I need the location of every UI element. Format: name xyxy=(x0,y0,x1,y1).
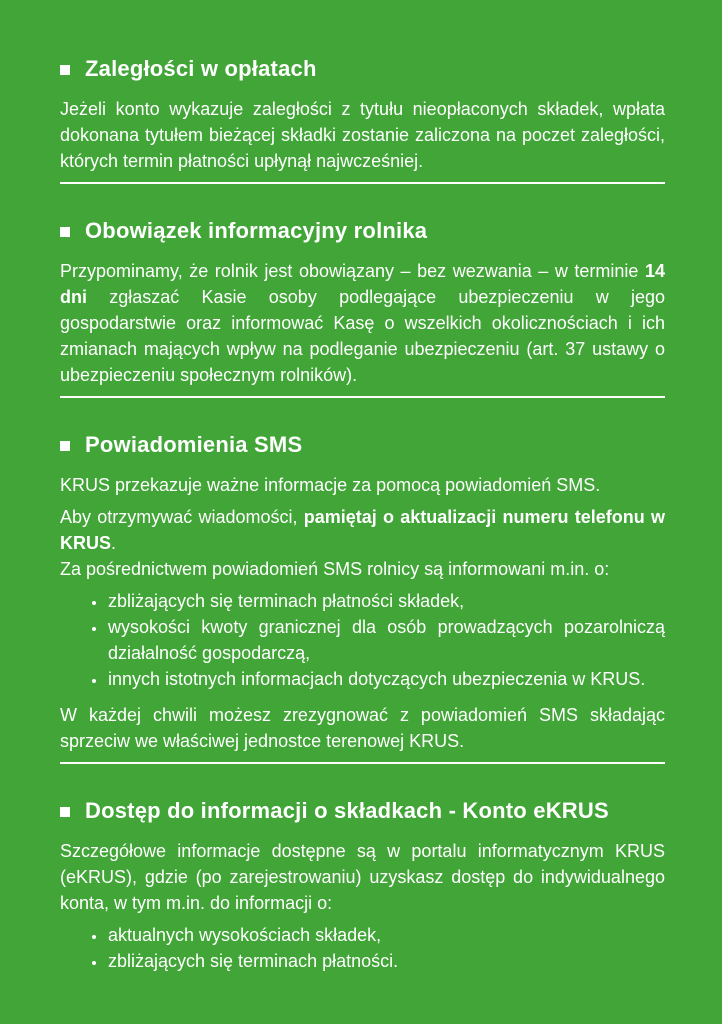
section-heading-label: Dostęp do informacji o składkach - Konto eKRUS xyxy=(85,798,609,823)
section-heading xyxy=(60,218,665,244)
section-heading-label: Zaległości w opłatach xyxy=(85,56,317,81)
list-item: • aktualnych wysokościach składek, xyxy=(107,922,665,948)
paragraph-run: Przypominamy, że rolnik jest obowiązany – bez wezwania – w terminie xyxy=(60,261,645,281)
square-bullet-icon xyxy=(60,441,70,451)
section-heading-label: Obowiązek informacyjny rolnika xyxy=(85,218,428,243)
section-paragraph: Za pośrednictwem powiadomień SMS rolnicy są informowani m.in. o: xyxy=(60,559,610,579)
section-konto-ekrus xyxy=(60,798,665,974)
list-item: • zbliżających się terminach płatności składek, xyxy=(107,588,665,614)
section-paragraph: KRUS przekazuje ważne informacje za pomocą powiadomień SMS. xyxy=(60,475,601,495)
section-paragraph xyxy=(60,258,665,388)
square-bullet-icon xyxy=(60,65,70,75)
section-paragraph xyxy=(60,504,665,556)
section-divider xyxy=(60,762,665,764)
bullet-list xyxy=(60,922,665,974)
paragraph-run-bold: pamiętaj o aktualizacji numeru telefonu w KRUS xyxy=(60,507,665,553)
section-heading-label: Powiadomienia SMS xyxy=(85,432,303,457)
list-item: • innych istotnych informacjach dotyczących ubezpieczenia w KRUS. xyxy=(107,666,665,692)
section-divider xyxy=(60,182,665,184)
section-paragraph: Szczegółowe informacje dostępne są w portalu informatycznym KRUS (eKRUS), gdzie (po zarejestrowaniu) uzyskasz dostęp do indywidualnego konta, w tym m.in. do informacji o: xyxy=(60,841,665,913)
section-paragraph: W każdej chwili możesz zrezygnować z powiadomień SMS składając sprzeciw we właściwej jednostce terenowej KRUS. xyxy=(60,705,665,751)
list-item: • wysokości kwoty granicznej dla osób prowadzących pozarolniczą działalność gospodarczą, xyxy=(107,614,665,666)
section-zaleglosci-w-oplatach xyxy=(60,56,665,184)
square-bullet-icon xyxy=(60,807,70,817)
section-heading xyxy=(60,798,665,824)
section-divider xyxy=(60,396,665,398)
section-paragraph: Jeżeli konto wykazuje zaległości z tytułu nieopłaconych składek, wpłata dokonana tytułem bieżącej składki zostanie zaliczona na poczet zaległości, których termin płatności upłynął najwcześniej. xyxy=(60,99,665,171)
paragraph-run-bold: 14 dni xyxy=(60,261,665,307)
square-bullet-icon xyxy=(60,227,70,237)
section-heading xyxy=(60,432,665,458)
paragraph-run: zgłaszać Kasie osoby podlegające ubezpieczeniu w jego gospodarstwie oraz informować Kasę o wszelkich okolicznościach i ich zmianach mających wpływ na podleganie ubezpieczeniu (art. 37 ustawy o ubezpieczeniu społecznym rolników). xyxy=(60,287,665,385)
paragraph-run: . xyxy=(111,533,117,553)
bullet-list xyxy=(60,588,665,692)
section-heading xyxy=(60,56,665,82)
paragraph-run: Aby otrzymywać wiadomości, xyxy=(60,507,304,527)
list-item: • zbliżających się terminach płatności. xyxy=(107,948,665,974)
section-obowiazek-informacyjny xyxy=(60,218,665,398)
section-powiadomienia-sms xyxy=(60,432,665,764)
